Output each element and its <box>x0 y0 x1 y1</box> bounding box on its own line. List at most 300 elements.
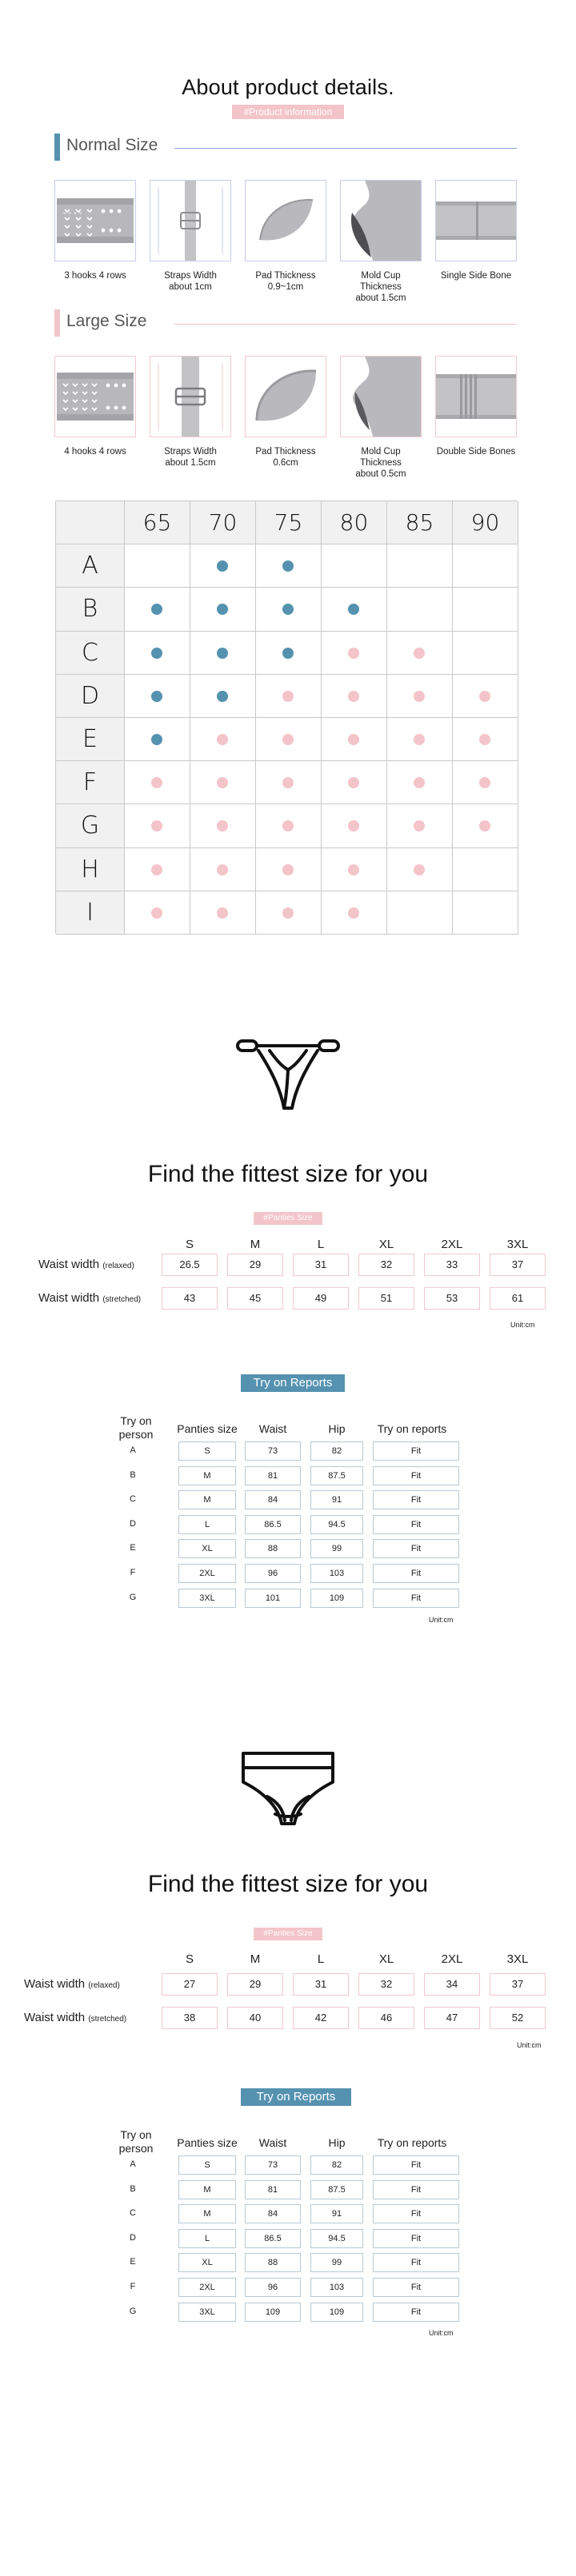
size-row-label <box>38 1291 141 1305</box>
band-header: 80 <box>322 501 387 544</box>
report-person: G <box>129 1592 137 1602</box>
grid-cell <box>322 588 387 631</box>
size-value-cell: 53 <box>424 1287 480 1310</box>
grid-cell <box>453 804 518 847</box>
brief-icon <box>238 1750 338 1827</box>
report-cell: 91 <box>310 2204 363 2223</box>
feature-caption-sub: about 1cm <box>169 282 212 292</box>
size-header: 3XL <box>506 1952 529 1966</box>
grid-corner <box>56 501 125 544</box>
section-divider <box>174 324 517 325</box>
thong-fit-title: Find the fittest size for you <box>147 1161 429 1187</box>
grid-cell <box>387 675 453 718</box>
side-bone-single-icon <box>435 180 517 261</box>
report-cell: 88 <box>245 1539 301 1558</box>
large-size-dot <box>282 691 294 702</box>
size-value-cell: 46 <box>358 2007 414 2029</box>
unit-label: Unit:cm <box>510 1321 535 1329</box>
size-header: L <box>317 1952 325 1966</box>
report-header: Hip <box>328 1422 346 1435</box>
grid-cell <box>387 718 453 761</box>
feature-straps <box>150 356 231 469</box>
large-size-dot <box>217 907 228 919</box>
report-cell: 81 <box>245 2180 301 2199</box>
large-size-title: Large Size <box>66 312 147 330</box>
band-header: 65 <box>125 501 190 544</box>
feature-caption-sub: about 1.5cm <box>355 293 406 303</box>
size-header: XL <box>378 1952 394 1966</box>
large-size-dot <box>348 734 359 745</box>
report-person: E <box>130 2257 136 2267</box>
cup-header: D <box>56 675 125 718</box>
normal-size-dot <box>217 560 228 572</box>
grid-cell <box>453 761 518 804</box>
grid-cell <box>387 891 453 935</box>
report-cell: Fit <box>373 1442 459 1461</box>
feature-caption: 3 hooks 4 rows <box>64 271 126 281</box>
hook-eye-3x4-icon <box>54 180 136 261</box>
feature-caption: Double Side Bones <box>436 447 516 457</box>
large-size-dot <box>414 648 425 659</box>
report-cell: Fit <box>373 2278 459 2297</box>
report-cell: 86.5 <box>245 1515 301 1534</box>
grid-cell <box>322 675 387 718</box>
large-size-dot <box>282 777 294 788</box>
report-cell: 82 <box>310 1442 363 1461</box>
strap-1cm-icon <box>150 180 231 261</box>
report-person: A <box>130 2159 136 2169</box>
report-cell: 73 <box>245 1442 301 1461</box>
report-cell: Fit <box>373 1564 459 1583</box>
report-cell: 2XL <box>178 2278 236 2297</box>
size-value-cell: 32 <box>358 1973 414 1996</box>
feature-caption-sub: about 1.5cm <box>165 458 216 468</box>
product-info-tag: #Product information <box>232 105 344 119</box>
large-size-dot <box>151 777 162 788</box>
size-value-cell: 29 <box>227 1254 283 1276</box>
size-header: S <box>185 1238 194 1251</box>
large-size-dot <box>282 820 294 831</box>
large-size-dot <box>282 734 294 745</box>
feature-mold-cup <box>340 180 422 304</box>
report-cell: M <box>178 1490 236 1509</box>
report-cell: Fit <box>373 2303 459 2322</box>
size-row-label <box>38 1258 134 1271</box>
large-size-dot <box>348 907 359 919</box>
large-size-dot <box>414 734 425 745</box>
normal-size-dot <box>151 734 162 745</box>
grid-cell <box>190 761 256 804</box>
report-cell: 96 <box>245 2278 301 2297</box>
report-cell: 84 <box>245 2204 301 2223</box>
large-size-dot <box>282 864 294 875</box>
size-value-cell: 26.5 <box>162 1254 218 1276</box>
grid-cell <box>322 891 387 935</box>
grid-cell <box>125 675 190 718</box>
unit-label: Unit:cm <box>429 1616 454 1624</box>
row-label-text: Waist width <box>24 2011 86 2024</box>
grid-cell <box>453 718 518 761</box>
feature-caption: Straps Width <box>164 447 217 457</box>
report-cell: 91 <box>310 1490 363 1509</box>
grid-cell <box>190 632 256 675</box>
size-header: S <box>185 1952 194 1966</box>
grid-cell <box>387 588 453 631</box>
panties-size-tag: #Panties Size <box>254 1212 322 1225</box>
grid-cell <box>322 848 387 891</box>
report-person: G <box>129 2306 137 2316</box>
unit-label: Unit:cm <box>517 2041 542 2049</box>
feature-caption: Mold Cup Thickness <box>360 447 402 468</box>
mold-cup-icon <box>340 180 422 261</box>
large-size-dot <box>479 777 490 788</box>
grid-cell <box>125 848 190 891</box>
normal-size-dot <box>282 604 294 615</box>
large-size-dot <box>151 907 162 919</box>
report-cell: Fit <box>373 2204 459 2223</box>
feature-caption: Pad Thickness <box>255 447 316 457</box>
report-cell: 109 <box>245 2303 301 2322</box>
report-cell: 84 <box>245 1490 301 1509</box>
section-bar <box>54 309 60 337</box>
row-label-sub: (relaxed) <box>88 1981 120 1990</box>
size-value-cell: 49 <box>293 1287 349 1310</box>
large-size-dot <box>217 734 228 745</box>
report-cell: Fit <box>373 2229 459 2248</box>
normal-size-title: Normal Size <box>66 136 158 154</box>
report-cell: 94.5 <box>310 1515 363 1534</box>
try-on-reports-tag: Try on Reports <box>241 2088 351 2106</box>
grid-cell <box>322 761 387 804</box>
row-label-text: Waist width <box>24 1977 86 1991</box>
report-cell: 103 <box>310 2278 363 2297</box>
report-person: B <box>130 1469 136 1480</box>
feature-hooks <box>54 356 136 457</box>
report-header: Try on person <box>118 1414 154 1441</box>
report-cell: M <box>178 2180 236 2199</box>
report-header: Panties size <box>177 2136 238 2149</box>
grid-cell <box>387 804 453 847</box>
grid-cell <box>125 761 190 804</box>
normal-size-dot <box>151 648 162 659</box>
row-label-text: Waist width <box>38 1258 100 1271</box>
panties-size-tag: #Panties Size <box>254 1928 322 1940</box>
large-size-dot <box>282 907 294 919</box>
band-header: 70 <box>190 501 256 544</box>
thong-icon <box>234 1038 342 1111</box>
size-row-label <box>24 1977 120 1991</box>
grid-cell <box>125 718 190 761</box>
large-size-dot <box>151 864 162 875</box>
report-cell: 99 <box>310 2253 363 2272</box>
pad-thin-icon <box>245 180 326 261</box>
strap-1-5cm-icon <box>150 356 231 437</box>
grid-cell <box>190 675 256 718</box>
section-divider <box>174 148 517 149</box>
report-cell: 94.5 <box>310 2229 363 2248</box>
large-size-dot <box>348 648 359 659</box>
svg-text:ᵥ ᵥ ᵥ ᵥ: ᵥ ᵥ ᵥ ᵥ <box>63 209 82 217</box>
large-size-header <box>54 309 517 337</box>
large-size-dot <box>348 864 359 875</box>
report-cell: 2XL <box>178 1564 236 1583</box>
report-cell: 73 <box>245 2155 301 2175</box>
report-header: Try on person <box>118 2128 154 2155</box>
report-header: Panties size <box>177 1422 238 1435</box>
size-value-cell: 47 <box>424 2007 480 2029</box>
feature-pad <box>245 180 326 293</box>
section-bar <box>54 134 60 161</box>
report-person: E <box>130 1543 136 1553</box>
size-value-cell: 51 <box>358 1287 414 1310</box>
report-person: B <box>130 2183 136 2194</box>
report-cell: Fit <box>373 2180 459 2199</box>
report-cell: 103 <box>310 1564 363 1583</box>
cup-header: H <box>56 848 125 891</box>
size-header: L <box>317 1238 325 1251</box>
feature-hooks <box>54 180 136 281</box>
cup-header: A <box>56 544 125 588</box>
feature-caption-sub: 0.6cm <box>273 458 298 468</box>
grid-cell <box>125 804 190 847</box>
grid-cell <box>256 761 322 804</box>
normal-size-dot <box>151 691 162 702</box>
normal-size-dot <box>348 604 359 615</box>
grid-cell <box>387 544 453 588</box>
report-cell: Fit <box>373 1589 459 1608</box>
report-cell: 3XL <box>178 2303 236 2322</box>
report-cell: 86.5 <box>245 2229 301 2248</box>
feature-caption: Straps Width <box>164 271 217 281</box>
feature-straps <box>150 180 231 293</box>
grid-cell <box>256 544 322 588</box>
large-size-dot <box>348 691 359 702</box>
feature-mold-cup <box>340 356 422 480</box>
size-value-cell: 37 <box>490 1973 546 1996</box>
mold-cup-thin-icon <box>340 356 422 437</box>
page-title: About product details. <box>182 75 394 99</box>
grid-cell <box>387 761 453 804</box>
normal-size-dot <box>151 604 162 615</box>
size-value-cell: 31 <box>293 1973 349 1996</box>
feature-caption: Mold Cup Thickness <box>360 271 402 292</box>
normal-size-dot <box>282 648 294 659</box>
large-size-dot <box>414 864 425 875</box>
large-size-dot <box>479 734 490 745</box>
bra-size-grid <box>55 500 518 934</box>
grid-cell <box>453 675 518 718</box>
report-cell: 3XL <box>178 1589 236 1608</box>
size-value-cell: 61 <box>490 1287 546 1310</box>
grid-cell <box>453 891 518 935</box>
grid-cell <box>256 804 322 847</box>
grid-cell <box>256 675 322 718</box>
size-value-cell: 52 <box>490 2007 546 2029</box>
report-cell: 96 <box>245 1564 301 1583</box>
report-cell: Fit <box>373 2253 459 2272</box>
report-header: Hip <box>328 2136 346 2149</box>
size-value-cell: 32 <box>358 1254 414 1276</box>
row-label-text: Waist width <box>38 1291 100 1305</box>
normal-size-dot <box>217 691 228 702</box>
row-label-sub: (stretched) <box>102 1295 142 1304</box>
normal-size-dot <box>282 560 294 572</box>
report-person: F <box>130 1568 136 1577</box>
size-header: 2XL <box>441 1952 463 1966</box>
unit-label: Unit:cm <box>429 2329 454 2337</box>
report-cell: Fit <box>373 1490 459 1509</box>
report-cell: 82 <box>310 2155 363 2175</box>
cup-header: F <box>56 761 125 804</box>
size-header: 2XL <box>441 1238 463 1251</box>
side-bone-double-icon <box>435 356 517 437</box>
grid-cell <box>190 718 256 761</box>
size-value-cell: 33 <box>424 1254 480 1276</box>
report-cell: 88 <box>245 2253 301 2272</box>
cup-header: C <box>56 632 125 675</box>
report-cell: M <box>178 2204 236 2223</box>
size-value-cell: 31 <box>293 1254 349 1276</box>
large-size-dot <box>479 691 490 702</box>
report-cell: 99 <box>310 1539 363 1558</box>
size-value-cell: 37 <box>490 1254 546 1276</box>
report-header: Waist <box>258 1422 287 1435</box>
size-value-cell: 40 <box>227 2007 283 2029</box>
report-person: D <box>130 1518 136 1529</box>
feature-pad <box>245 356 326 469</box>
report-cell: L <box>178 1515 236 1534</box>
grid-cell <box>453 544 518 588</box>
size-value-cell: 43 <box>162 1287 218 1310</box>
report-cell: L <box>178 2229 236 2248</box>
grid-cell <box>322 632 387 675</box>
report-cell: 87.5 <box>310 2180 363 2199</box>
grid-cell <box>190 891 256 935</box>
report-cell: 101 <box>245 1589 301 1608</box>
normal-size-dot <box>217 648 228 659</box>
grid-cell <box>387 632 453 675</box>
grid-cell <box>256 848 322 891</box>
report-header: Waist <box>258 2136 287 2149</box>
large-size-dot <box>217 864 228 875</box>
large-size-dot <box>151 820 162 831</box>
report-cell: Fit <box>373 1539 459 1558</box>
grid-cell <box>125 544 190 588</box>
feature-caption-sub: 0.9~1cm <box>267 282 304 292</box>
grid-cell <box>453 588 518 631</box>
size-header: M <box>250 1952 261 1966</box>
row-label-sub: (stretched) <box>88 2015 127 2024</box>
report-cell: S <box>178 2155 236 2175</box>
size-row-label <box>24 2011 126 2024</box>
grid-cell <box>453 848 518 891</box>
report-cell: Fit <box>373 1466 459 1485</box>
size-value-cell: 42 <box>293 2007 349 2029</box>
report-header: Try on reports <box>377 2136 447 2149</box>
large-size-dot <box>217 777 228 788</box>
cup-header: I <box>56 891 125 935</box>
size-value-cell: 38 <box>162 2007 218 2029</box>
report-cell: 109 <box>310 1589 363 1608</box>
grid-cell <box>387 848 453 891</box>
grid-cell <box>190 804 256 847</box>
report-cell: 109 <box>310 2303 363 2322</box>
report-header: Try on reports <box>377 1422 447 1435</box>
band-header: 75 <box>256 501 322 544</box>
grid-cell <box>256 891 322 935</box>
grid-cell <box>125 588 190 631</box>
report-cell: Fit <box>373 1515 459 1534</box>
pad-thick-icon <box>245 356 326 437</box>
grid-cell <box>322 804 387 847</box>
size-value-cell: 29 <box>227 1973 283 1996</box>
normal-size-dot <box>217 604 228 615</box>
report-person: D <box>130 2232 136 2243</box>
feature-caption-sub: about 0.5cm <box>355 469 406 479</box>
grid-cell <box>256 718 322 761</box>
size-value-cell: 34 <box>424 1973 480 1996</box>
brief-fit-title: Find the fittest size for you <box>147 1871 429 1897</box>
grid-cell <box>190 588 256 631</box>
large-size-dot <box>414 691 425 702</box>
grid-cell <box>125 891 190 935</box>
grid-cell <box>190 848 256 891</box>
report-cell: Fit <box>373 2155 459 2175</box>
band-header: 85 <box>387 501 453 544</box>
feature-side-bone <box>435 356 517 457</box>
large-size-dot <box>414 777 425 788</box>
cup-header: B <box>56 588 125 631</box>
report-cell: 81 <box>245 1466 301 1485</box>
large-size-dot <box>479 820 490 831</box>
report-cell: XL <box>178 1539 236 1558</box>
report-cell: S <box>178 1442 236 1461</box>
feature-side-bone <box>435 180 517 281</box>
feature-caption: Pad Thickness <box>255 271 316 281</box>
size-value-cell: 27 <box>162 1973 218 1996</box>
report-cell: 87.5 <box>310 1466 363 1485</box>
grid-cell <box>256 588 322 631</box>
hook-eye-4x4-icon <box>54 356 136 437</box>
report-person: F <box>130 2282 136 2291</box>
grid-cell <box>322 544 387 588</box>
report-cell: XL <box>178 2253 236 2272</box>
grid-cell <box>190 544 256 588</box>
report-cell: M <box>178 1466 236 1485</box>
large-size-dot <box>217 820 228 831</box>
large-size-dot <box>414 820 425 831</box>
size-header: M <box>250 1238 261 1251</box>
report-person: C <box>130 1494 136 1505</box>
feature-caption: Single Side Bone <box>440 271 512 281</box>
grid-cell <box>125 632 190 675</box>
try-on-reports-tag: Try on Reports <box>241 1374 345 1392</box>
feature-caption: 4 hooks 4 rows <box>64 447 126 457</box>
large-size-dot <box>348 777 359 788</box>
grid-cell <box>256 632 322 675</box>
size-value-cell: 45 <box>227 1287 283 1310</box>
report-person: C <box>130 2208 136 2219</box>
band-header: 90 <box>453 501 518 544</box>
large-size-dot <box>348 820 359 831</box>
row-label-sub: (relaxed) <box>102 1262 134 1270</box>
normal-size-header <box>54 134 517 161</box>
size-header: XL <box>378 1238 394 1251</box>
grid-cell <box>322 718 387 761</box>
grid-cell <box>453 632 518 675</box>
report-person: A <box>130 1446 136 1455</box>
cup-header: E <box>56 718 125 761</box>
